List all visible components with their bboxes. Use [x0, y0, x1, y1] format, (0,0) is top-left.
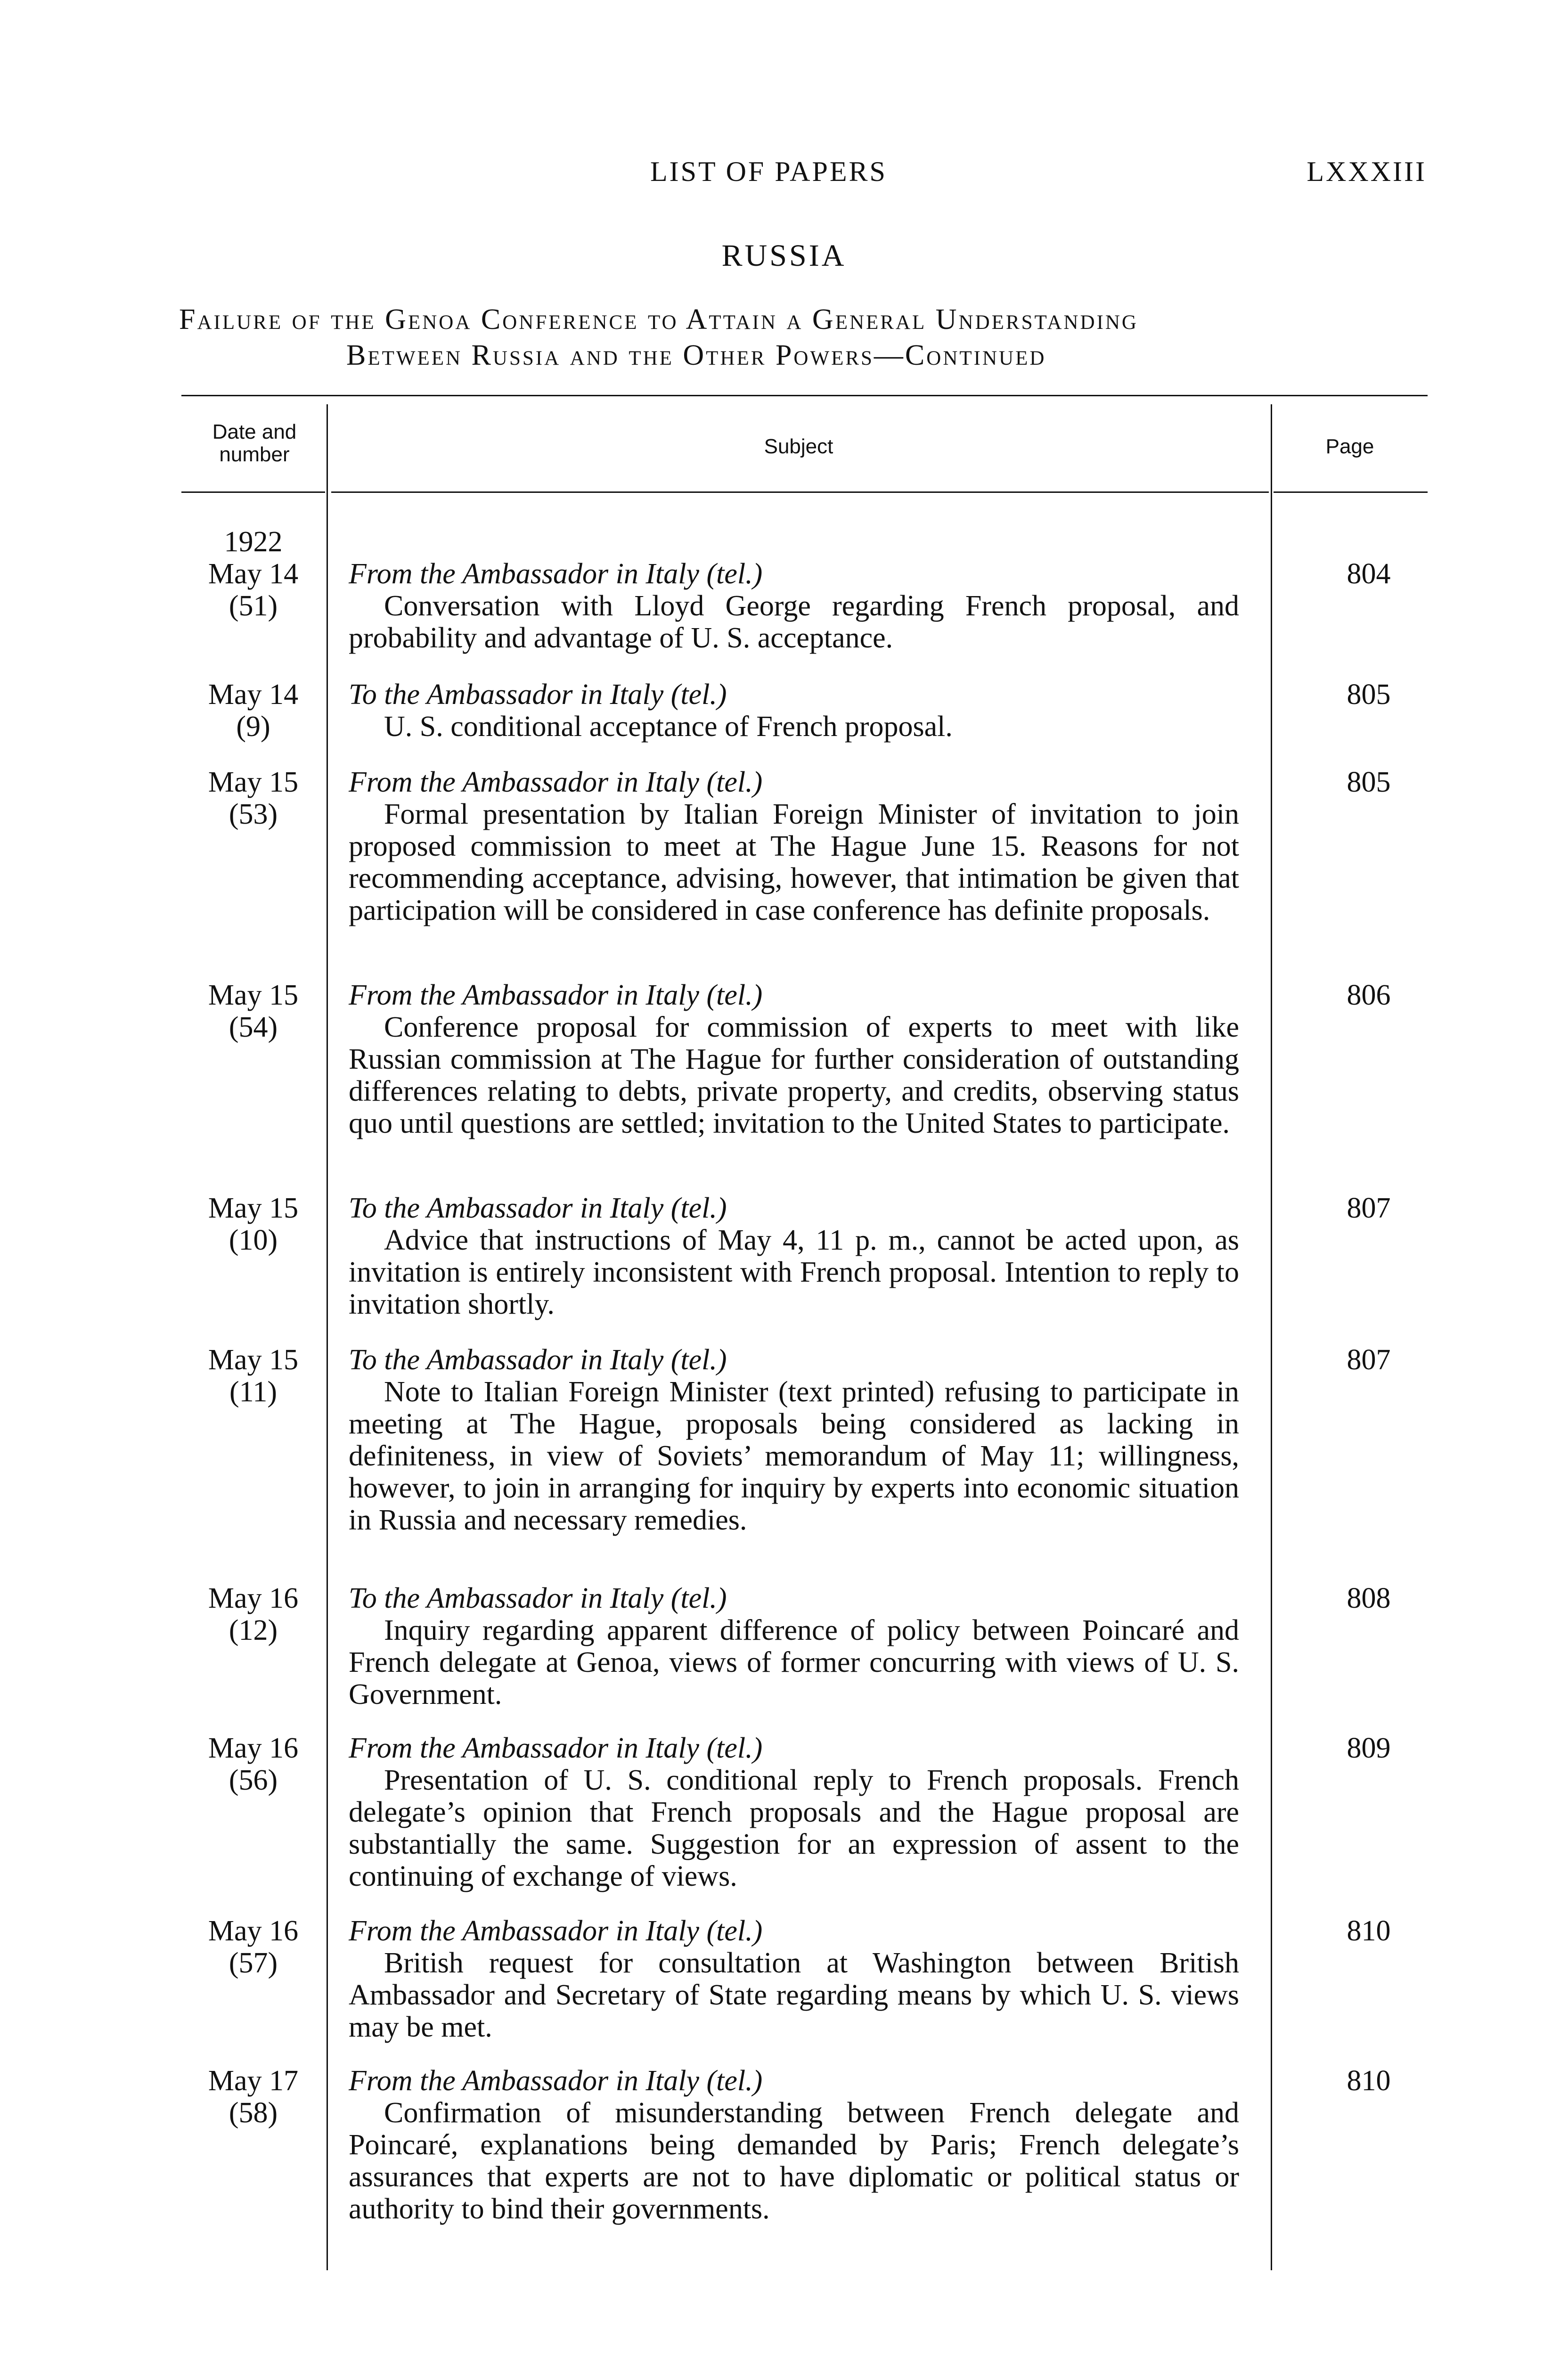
row-date: May 17 [208, 2065, 299, 2097]
row-date: May 15 [208, 1344, 299, 1376]
row-page: 810 [1347, 1915, 1391, 1947]
row-date-number [181, 1582, 325, 1646]
row-number: (57) [229, 1947, 278, 1979]
row-page: 804 [1347, 558, 1391, 590]
row-from: From the Ambassador in Italy (tel.) [349, 558, 763, 590]
column-header-date-line-2: number [219, 443, 290, 466]
row-description: U. S. conditional acceptance of French proposal. [384, 711, 953, 743]
row-date: May 15 [208, 979, 299, 1011]
row-date-number [181, 1192, 325, 1256]
row-number: (9) [236, 711, 270, 743]
row-number: (53) [229, 798, 278, 830]
row-description: Note to Italian Foreign Minister (text printed) refusing to participate in meeting at The Hague, proposals being considered as lacking in definiteness, in view of Soviets’ memorandum of May 11; willingness, however, to join in arranging for inquiry by experts into economic situation in Russia and necessary remedies. [349, 1376, 1239, 1536]
row-subject [349, 558, 1239, 654]
row-subject [349, 1915, 1239, 2043]
row-from: From the Ambassador in Italy (tel.) [349, 1732, 763, 1764]
row-date: May 14 [208, 679, 299, 711]
row-subject [349, 2065, 1239, 2225]
row-from: From the Ambassador in Italy (tel.) [349, 766, 763, 798]
column-divider-left [327, 404, 328, 2270]
row-from: From the Ambassador in Italy (tel.) [349, 2065, 763, 2097]
subtitle-line-1: Failure of the Genoa Conference to Attain a General Understanding [179, 303, 1138, 335]
row-page: 805 [1347, 679, 1391, 711]
row-subject [349, 679, 1239, 743]
row-page: 810 [1347, 2065, 1391, 2097]
column-header-date-line-1: Date and [212, 420, 297, 443]
row-date-number [181, 1915, 325, 1979]
row-from: To the Ambassador in Italy (tel.) [349, 1344, 727, 1376]
subtitle-line-2: Between Russia and the Other Powers—Continued [346, 339, 1046, 371]
row-description: Formal presentation by Italian Foreign Minister of invitation to join proposed commission to meet at The Hague June 15. Reasons for not recommending acceptance, advising, however, that intimation be given that participation will be considered in case conference has definite proposals. [349, 798, 1239, 926]
column-divider-right [1271, 404, 1272, 2270]
row-number: (58) [229, 2097, 278, 2129]
row-date-number [181, 766, 325, 830]
row-date-number [181, 558, 325, 622]
row-page: 806 [1347, 979, 1391, 1011]
section-subtitle [179, 302, 1428, 373]
row-subject [349, 979, 1239, 1139]
row-date: May 15 [208, 1192, 299, 1224]
row-date-number [181, 2065, 325, 2129]
row-from: To the Ambassador in Italy (tel.) [349, 679, 727, 711]
section-title: RUSSIA [721, 238, 847, 273]
page-number: LXXXIII [1307, 156, 1427, 187]
row-date: May 16 [208, 1732, 299, 1764]
row-date: May 16 [208, 1915, 299, 1947]
row-date-number [181, 1732, 325, 1796]
header-rule-page [1274, 491, 1428, 493]
row-page: 807 [1347, 1192, 1391, 1224]
row-description: Conference proposal for commission of experts to meet with like Russian commission at The Hague for further consideration of outstanding differences relating to debts, private property, and credits, observing status quo until questions are settled; invitation to the United States to participate. [349, 1011, 1239, 1139]
row-subject [349, 1582, 1239, 1710]
papers-table [181, 395, 1428, 2270]
column-header-date [181, 421, 327, 466]
table-top-rule [181, 395, 1428, 396]
row-date: May 14 [208, 558, 299, 590]
row-from: From the Ambassador in Italy (tel.) [349, 1915, 763, 1947]
year-label: 1922 [224, 526, 283, 558]
row-subject [349, 1732, 1239, 1892]
row-description: Conversation with Lloyd George regarding French proposal, and probability and advantage of U. S. acceptance. [349, 590, 1239, 654]
page-header [0, 155, 1568, 198]
row-date-number [181, 979, 325, 1043]
row-page: 808 [1347, 1582, 1391, 1614]
row-description: Presentation of U. S. conditional reply to French proposals. French delegate’s opinion that French proposals and the Hague proposal are substantially the same. Suggestion for an expression of assent to the continuing of exchange of views. [349, 1764, 1239, 1892]
row-date-number [181, 679, 325, 743]
row-date: May 16 [208, 1582, 299, 1614]
row-subject [349, 1344, 1239, 1536]
row-page: 805 [1347, 766, 1391, 798]
row-date-number [181, 1344, 325, 1408]
header-rule-date [181, 491, 325, 493]
column-header-subject: Subject [764, 435, 833, 458]
row-subject [349, 766, 1239, 926]
column-header-page: Page [1325, 435, 1374, 458]
row-description: Advice that instructions of May 4, 11 p. m., cannot be acted upon, as invitation is entirely inconsistent with French proposal. Intention to reply to invitation shortly. [349, 1224, 1239, 1320]
row-number: (54) [229, 1011, 278, 1043]
row-from: From the Ambassador in Italy (tel.) [349, 979, 763, 1011]
row-number: (10) [229, 1224, 278, 1256]
row-description: Inquiry regarding apparent difference of policy between Poincaré and French delegate at Genoa, views of former concurring with views of U. S. Government. [349, 1614, 1239, 1710]
row-number: (11) [229, 1376, 277, 1408]
row-subject [349, 1192, 1239, 1320]
row-number: (51) [229, 590, 278, 622]
running-title: LIST OF PAPERS [650, 156, 887, 187]
row-description: British request for consultation at Washington between British Ambassador and Secretary of State regarding means by which U. S. views may be met. [349, 1947, 1239, 2043]
row-from: To the Ambassador in Italy (tel.) [349, 1582, 727, 1614]
row-number: (56) [229, 1764, 278, 1796]
row-date: May 15 [208, 766, 299, 798]
row-page: 809 [1347, 1732, 1391, 1764]
row-from: To the Ambassador in Italy (tel.) [349, 1192, 727, 1224]
header-rule-subject [331, 491, 1269, 493]
row-description: Confirmation of misunderstanding between French delegate and Poincaré, explanations being demanded by Paris; French delegate’s assurances that experts are not to have diplomatic or political status or authority to bind their governments. [349, 2097, 1239, 2225]
row-number: (12) [229, 1614, 278, 1646]
row-page: 807 [1347, 1344, 1391, 1376]
